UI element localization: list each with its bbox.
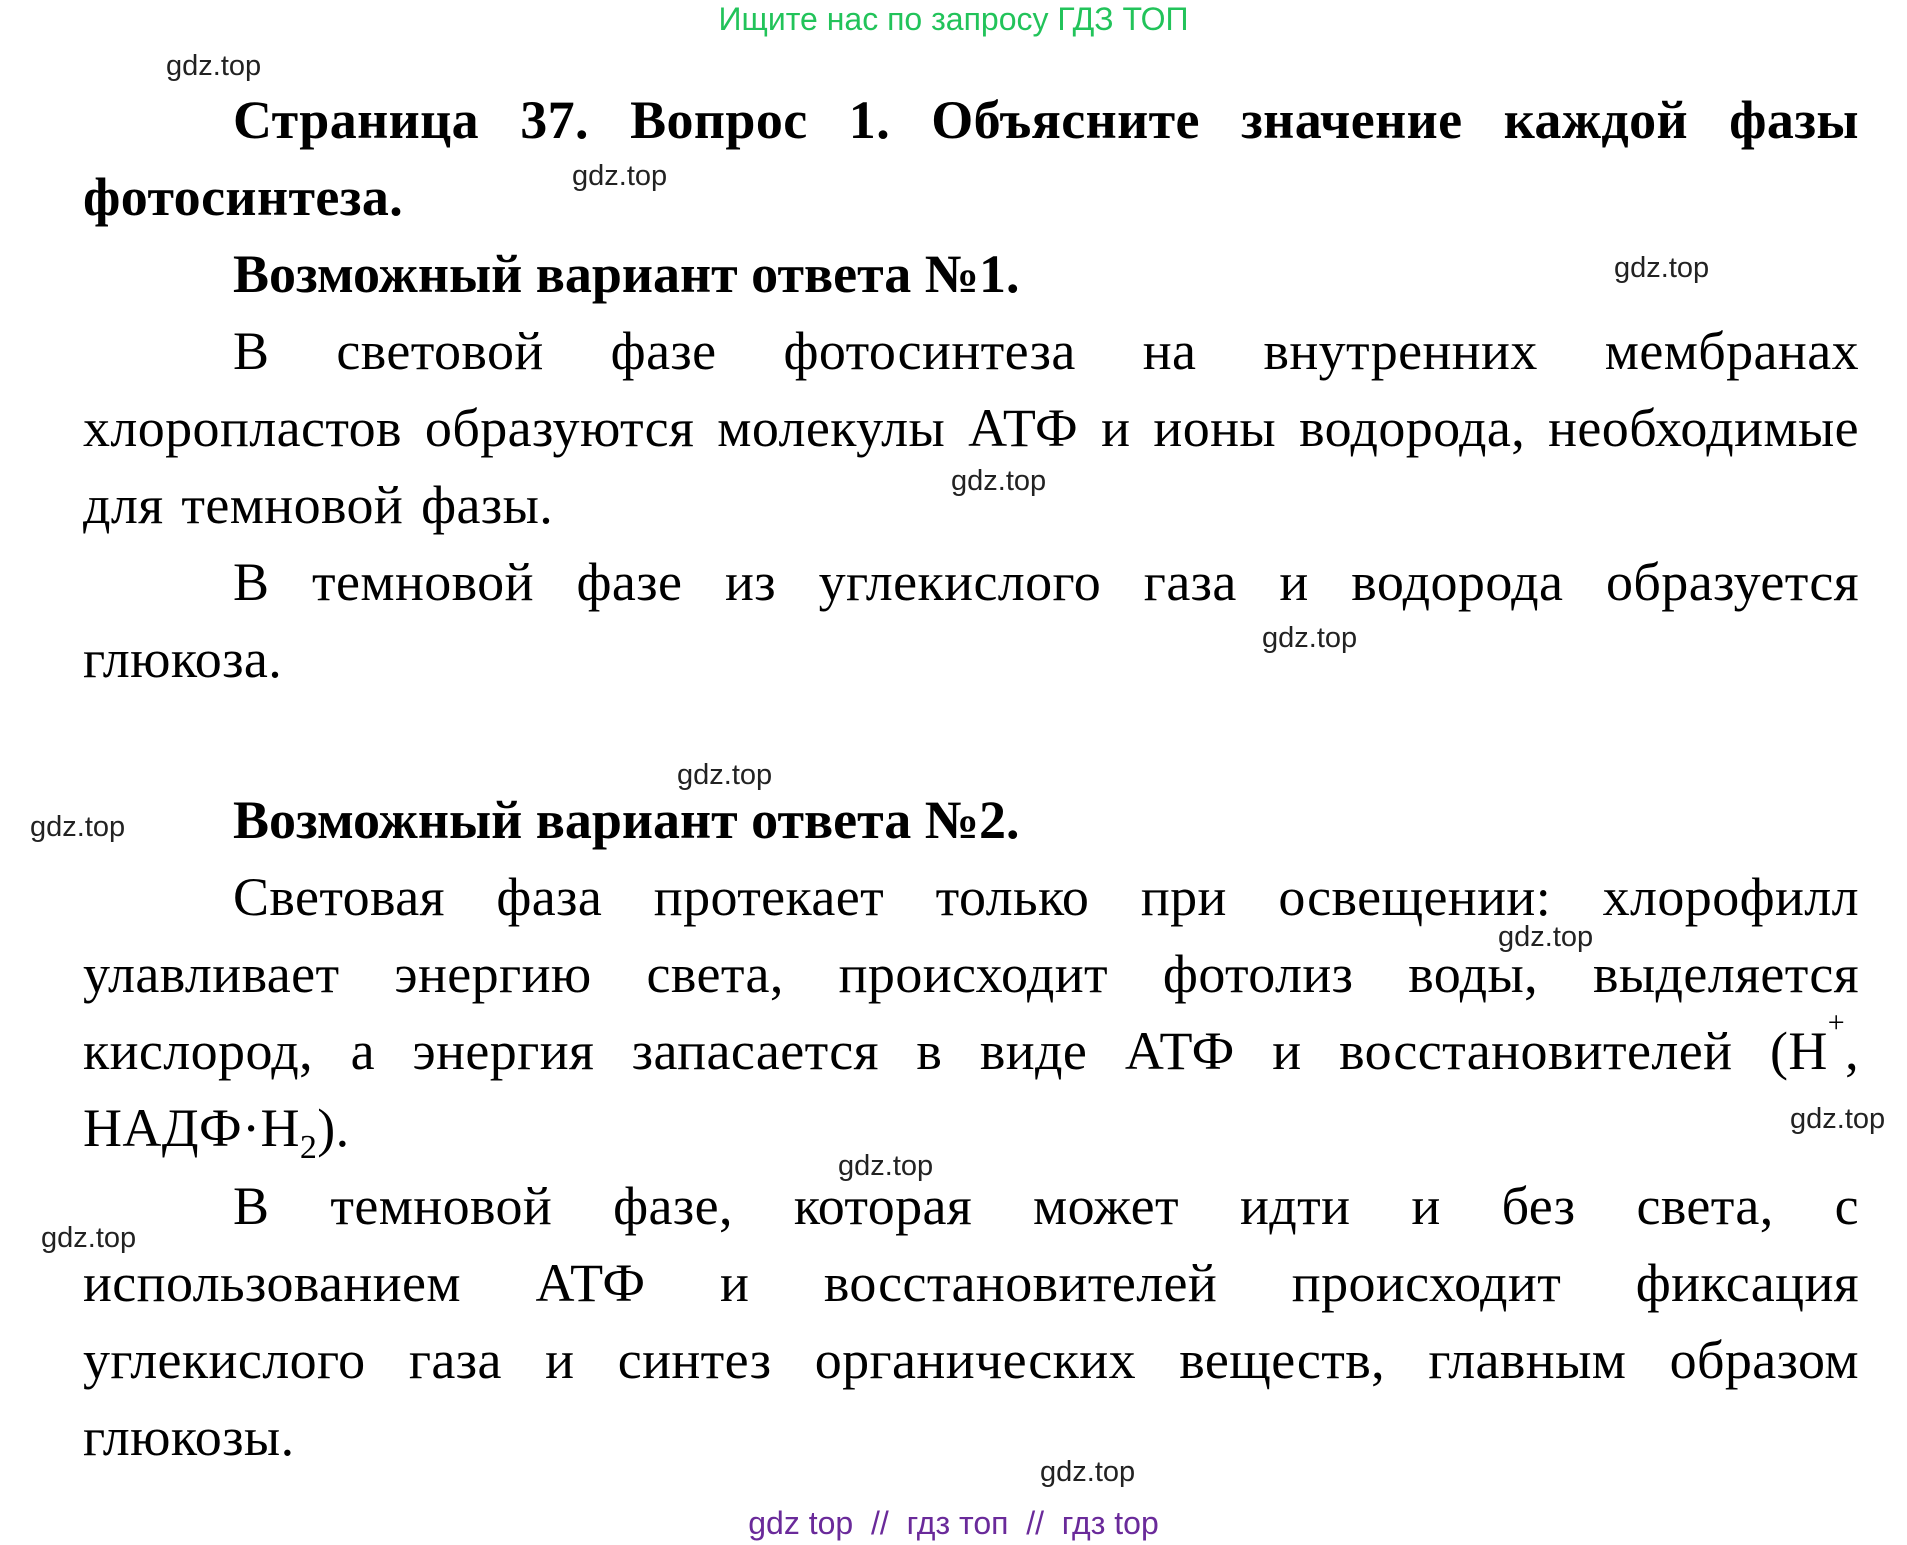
watermark: gdz.top (838, 1150, 934, 1182)
question-heading: Страница 37. Вопрос 1. Объясните значение каждой фазы фотосинтеза. (83, 90, 1859, 227)
watermark: gdz.top (572, 160, 668, 192)
watermark: gdz.top (41, 1222, 137, 1254)
watermark: gdz.top (1262, 622, 1358, 654)
watermark: gdz.top (30, 811, 126, 843)
footer-links[interactable]: gdz top // гдз топ // гдз top (748, 1505, 1159, 1541)
watermark: gdz.top (1790, 1103, 1886, 1135)
answer1-heading: Возможный вариант ответа №1. (233, 244, 1020, 304)
watermark: gdz.top (1040, 1456, 1136, 1488)
watermark: gdz.top (951, 465, 1047, 497)
watermark: gdz.top (1498, 921, 1594, 953)
answer2-paragraph-2: В темновой фазе, которая может идти и без света, с использованием АТФ и восстановителей происходит фиксация углекислого газа и синтез органических веществ, главным образом глюкозы. (83, 1176, 1859, 1467)
search-banner: Ищите нас по запросу ГДЗ ТОП (718, 1, 1189, 37)
answer2-paragraph-1-mid: , НАДФ·Н (83, 1021, 1859, 1158)
hydrogen-ion-charge: + (1827, 1006, 1846, 1039)
answer2-paragraph-1 (83, 859, 1859, 1167)
answer1-paragraph-1: В световой фазе фотосинтеза на внутренних мембранах хлоропластов образуются молекулы АТФ и ионы водорода, необходимые для темновой фазы. (83, 321, 1859, 535)
nadph-subscript: 2 (299, 1128, 318, 1166)
watermark: gdz.top (1614, 252, 1710, 284)
answer2-heading: Возможный вариант ответа №2. (233, 790, 1020, 850)
watermark: gdz.top (166, 50, 262, 82)
answer2-paragraph-1-main: Световая фаза протекает только при освещении: хлорофилл улавливает энергию света, происходит фотолиз воды, выделяется кислород, а энергия запасается в виде АТФ и восстановителей (Н (83, 867, 1859, 1081)
answer2-paragraph-1-end: ). (317, 1098, 350, 1158)
watermark: gdz.top (677, 759, 773, 791)
answer1-paragraph-2: В темновой фазе из углекислого газа и водорода образуется глюкоза. (83, 552, 1859, 689)
